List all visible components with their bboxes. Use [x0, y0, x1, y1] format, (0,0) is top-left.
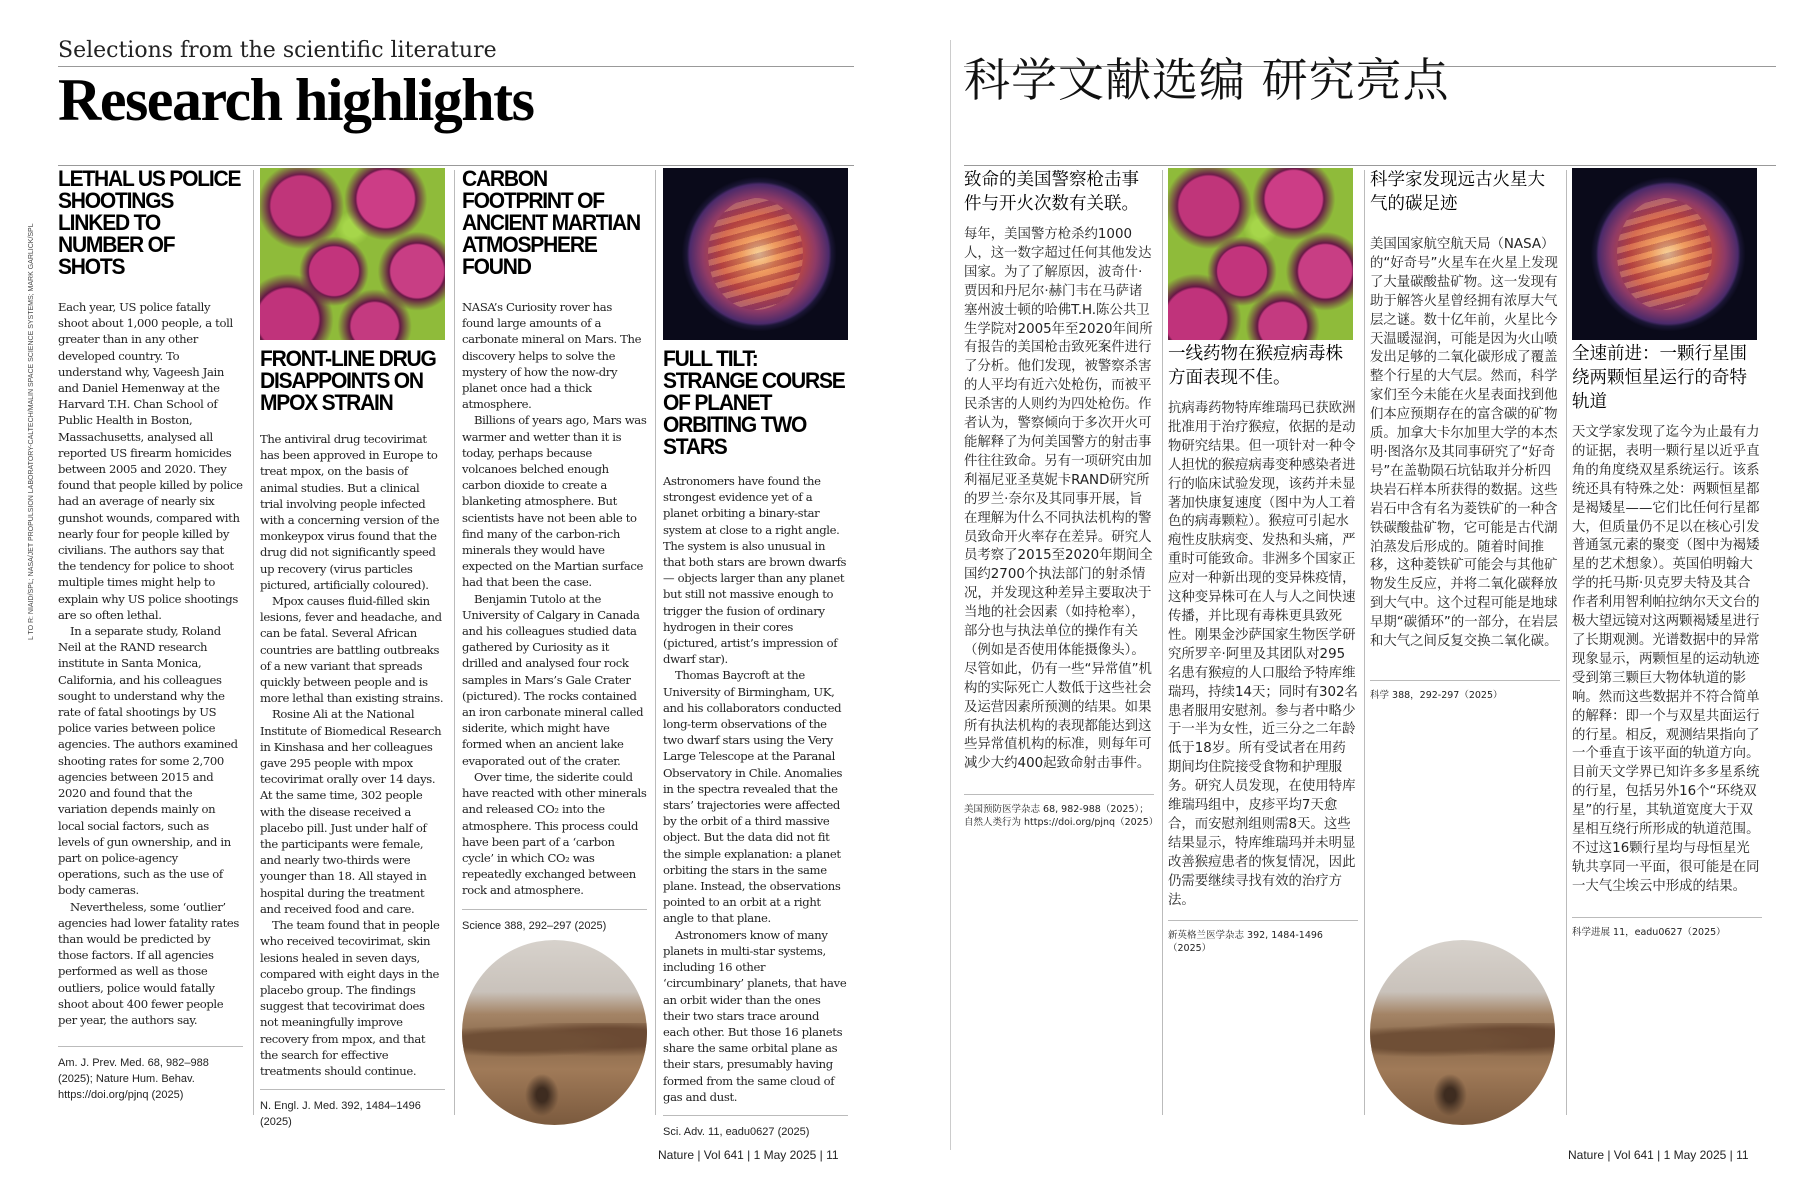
paragraph: Billions of years ago, Mars was warmer and wetter than it is today, perhaps because volcanoes belched enough carbon dioxide to create a blanketing atmosphere. But scientists have not been able to find many of the carbon-rich minerals they would have expected on the Martian surface had that been the case.	[462, 413, 647, 590]
article-reference: 新英格兰医学杂志 392, 1484-1496（2025）	[1168, 920, 1358, 955]
article-headline: FULL TILT: STRANGE COURSE OF PLANET ORBITING TWO STARS	[663, 346, 845, 460]
article-headline: 科学家发现远古火星大气的碳足迹	[1370, 170, 1545, 214]
paragraph: 美国国家航空航天局（NASA）的“好奇号”火星车在火星上发现了大量碳酸盐矿物。这一发现有助于解答火星曾经拥有浓厚大气层之谜。数十亿年前，火星比今天温暖湿润，可能是因为火山喷发出足够的二氧化碳形成了覆盖整个行星的大气层。然而，科学家们至今未能在火星表面找到他们本应预期存在的富含碳的矿物质。加拿大卡尔加里大学的本杰明·图洛尔及其同事研究了“好奇号”在盖勒陨石坑钻取并分析四块岩石样本所获得的数据。这些岩石中含有名为菱铁矿的一种含铁碳酸盐矿物，它可能是古代湖泊蒸发后形成的。随着时间推移，这种菱铁矿可能会与其他矿物发生反应，并将二氧化碳释放到大气中。这个过程可能是地球早期“碳循环”的一部分，在岩层和大气之间反复交换二氧化碳。	[1370, 237, 1558, 650]
article-reference: N. Engl. J. Med. 392, 1484–1496 (2025)	[260, 1089, 445, 1130]
column-divider	[1566, 170, 1567, 1115]
title-rule	[964, 165, 1776, 166]
brown-dwarf-image	[663, 168, 848, 340]
paragraph: Astronomers have found the strongest evidence yet of a planet orbiting a binary-star system at close to a right angle. The system is also unusual in that both stars are brown dwarfs — objects larger than any planet but still not massive enough to trigger the fusion of ordinary hydrogen in their cores (pictured, artist’s impression of dwarf star).	[663, 474, 847, 667]
article-body	[58, 299, 243, 1028]
article-headline: LETHAL US POLICE SHOOTINGS LINKED TO NUMBER OF SHOTS	[58, 166, 241, 280]
article-body	[1370, 236, 1560, 652]
article-planet	[663, 168, 848, 1140]
article-body	[663, 473, 848, 1105]
paragraph: Benjamin Tutolo at the University of Calgary in Canada and his colleagues studied data gathered by Curiosity as it drilled and analysed four rock samples in Mars’s Gale Crater (pictured). The rocks contained an iron carbonate mineral called siderite, which might have formed when an ancient lake evaporated out of the crater.	[462, 591, 644, 768]
article-mars	[462, 168, 647, 934]
paragraph: In a separate study, Roland Neil at the RAND research institute in Santa Monica, California, and his colleagues sought to understand why the rate of fatal shootings by US police varies between police agencies. The authors examined shooting rates for some 2,700 agencies between 2015 and 2020 and found that the variation depends mainly on local social factors, such as levels of gun ownership, and in part on police-agency operations, such as the use of body cameras.	[58, 624, 238, 898]
virus-particles-image	[1168, 168, 1353, 340]
article-mpox	[260, 168, 445, 1130]
article-reference: Am. J. Prev. Med. 68, 982–988 (2025); Nature Hum. Behav. https://doi.org/pjnq (2025)	[58, 1046, 243, 1103]
article-mpox-zh	[1168, 168, 1358, 955]
paragraph: Rosine Ali at the National Institute of Biomedical Research in Kinshasa and her colleagues gave 295 people with mpox tecovirimat orally over 14 days. At the same time, 302 people with the disease received a placebo pill. Just under half of the participants were female, and nearly two-thirds were younger than 18. All stayed in hospital during the treatment and received food and care.	[260, 707, 442, 916]
page-footer: Nature | Vol 641 | 1 May 2025 | 11	[658, 1148, 839, 1162]
paragraph: Astronomers know of many planets in multi-star systems, including 16 other ‘circumbinary’ planets, that have an orbit wider than the ones their two stars trace around each other. But those 16 planets share the same orbital plane as their stars, presumably having formed from the same cloud of gas and dust.	[663, 927, 847, 1104]
article-body	[1168, 400, 1358, 910]
article-reference: 科学 388，292-297（2025）	[1370, 680, 1560, 702]
page-title: 科学文献选编 研究亮点	[964, 53, 1450, 107]
brown-dwarf-image	[1572, 168, 1757, 340]
virus-particles-image	[260, 168, 445, 340]
column-divider	[1162, 170, 1163, 1115]
column-divider	[454, 170, 455, 1115]
page-footer: Nature | Vol 641 | 1 May 2025 | 11	[1568, 1148, 1749, 1162]
mars-crater-image	[462, 940, 647, 1125]
paragraph: Over time, the siderite could have reacted with other minerals and released CO₂ into the atmosphere. This process could have been part of a ‘carbon cycle’ in which CO₂ was repeatedly exchanged between rock and atmosphere.	[462, 769, 647, 898]
article-police	[58, 168, 243, 1103]
page-title: Research highlights	[58, 67, 534, 133]
article-reference: 美国预防医学杂志 68, 982-988（2025）；自然人类行为 https://doi.org/pjnq（2025）	[964, 794, 1154, 829]
article-headline: FRONT-LINE DRUG DISAPPOINTS ON MPOX STRAIN	[260, 346, 436, 416]
article-police-zh	[964, 168, 1159, 829]
paragraph: Nevertheless, some ‘outlier’ agencies had lower fatality rates than would be predicted by those factors. If all agencies performed as well as those outliers, police would fatally shoot about 400 fewer people per year, the authors say.	[58, 899, 240, 1027]
image-credit: L TO R: NIAID/SPL; NASA/JET PROPULSION LABORATORY-CALTECH/MALIN SPACE SCIENCE SYSTEMS; MARK GARLICK/SPL	[28, 223, 35, 640]
article-reference: Sci. Adv. 11, eadu0627 (2025)	[663, 1115, 848, 1140]
article-body	[462, 299, 647, 899]
paragraph: Mpox causes fluid-filled skin lesions, fever and headache, and can be fatal. Several African countries are battling outbreaks of a new variant that spreads quickly between people and is more lethal than existing strains.	[260, 594, 444, 706]
article-headline: CARBON FOOTPRINT OF ANCIENT MARTIAN ATMOSPHERE FOUND	[462, 166, 640, 280]
article-mars-zh	[1370, 168, 1560, 702]
article-reference: 科学进展 11，eadu0627（2025）	[1572, 917, 1762, 939]
paragraph: 抗病毒药物特库维瑞玛已获欧洲批准用于治疗猴痘，依据的是动物研究结果。但一项针对一种令人担忧的猴痘病毒变种感染者进行的临床试验发现，该药并未显著加快康复速度（图中为人工着色的病毒颗粒）。猴痘可引起水疱性皮肤病变、发热和头痛，严重时可能致命。非洲多个国家正应对一种新出现的变异株疫情，这种变异株可在人与人之间快速传播，并比现有毒株更具致死性。刚果金沙萨国家生物医学研究所罗辛·阿里及其团队对295名患有猴痘的人口服给予特库维瑞玛，持续14天；同时有302名患者服用安慰剂。参与者中略少于一半为女性，近三分之二年龄低于18岁。所有受试者在用药期间均住院接受食物和护理服务。研究人员发现，在使用特库维瑞玛组中，皮疹平均7天愈合，而安慰剂组则需8天。这些结果显示，特库维瑞玛并未明显改善猴痘患者的恢复情况，因此仍需要继续寻找有效的治疗方法。	[1168, 401, 1358, 908]
article-headline: 一线药物在猴痘病毒株方面表现不佳。	[1168, 344, 1343, 388]
article-headline: 致命的美国警察枪击事件与开火次数有关联。	[964, 170, 1139, 214]
paragraph: 天文学家发现了迄今为止最有力的证据，表明一颗行星以近乎直角的角度绕双星系统运行。该系统还具有特殊之处：两颗恒星都是褐矮星——它们比任何行星都大，但质量仍不足以在核心引发普通氢元素的聚变（图中为褐矮星的艺术想象）。英国伯明翰大学的托马斯·贝克罗夫特及其合作者利用智利帕拉纳尔天文台的极大望远镜对这两颗褐矮星进行了长期观测。光谱数据中的异常现象显示，两颗恒星的运动轨迹受到第三颗巨大物体轨道的影响。然而这些数据并不符合简单的解释：即一个与双星共面运行的行星。相反，观测结果指向了一个垂直于该平面的轨道方向。目前天文学界已知许多多星系统的行星，包括另外16个“环绕双星”的行星，其轨道宽度大于双星相互绕行所形成的轨道范围。不过这16颗行星均与母恒星光轨共享同一平面，很可能是在同一大气尘埃云中形成的结果。	[1572, 425, 1760, 894]
title-rule	[58, 165, 854, 166]
article-planet-zh	[1572, 168, 1762, 939]
article-body	[964, 226, 1154, 774]
column-divider	[253, 170, 254, 1115]
section-kicker: Selections from the scientific literature	[58, 38, 497, 63]
chinese-page	[940, 0, 1800, 1195]
column-divider	[655, 170, 656, 1115]
mars-crater-image	[1370, 940, 1555, 1125]
paragraph: The antiviral drug tecovirimat has been approved in Europe to treat mpox, on the basis of animal studies. But a clinical trial involving people infected with a concerning version of the monkeypox virus found that the drug did not significantly speed up recovery (virus particles pictured, artificially coloured).	[260, 432, 440, 592]
article-headline: 全速前进：一颗行星围绕两颗恒星运行的奇特轨道	[1572, 344, 1747, 412]
paragraph: Thomas Baycroft at the University of Birmingham, UK, and his collaborators conducted long-term observations of the two dwarf stars using the Very Large Telescope at the Paranal Observatory in Chile. Anomalies in the spectra revealed that the stars’ trajectories were affected by the orbit of a third massive object. But the data did not fit the simple explanation: a planet orbiting the stars in the same plane. Instead, the observations pointed to an orbit at a right angle to that plane.	[663, 668, 843, 926]
article-body	[260, 431, 445, 1079]
article-body	[1572, 424, 1762, 897]
paragraph: NASA’s Curiosity rover has found large amounts of a carbonate mineral on Mars. The discovery helps to solve the mystery of how the now-dry planet once had a thick atmosphere.	[462, 300, 642, 412]
paragraph: 每年，美国警方枪杀约1000人，这一数字超过任何其他发达国家。为了了解原因，波奇什·贾因和丹尼尔·赫门韦在马萨诸塞州波士顿的哈佛T.H.陈公共卫生学院对2005年至2020年间所有报告的美国枪击致死案件进行了分析。他们发现，被警察杀害的人平均有近六处枪伤，而被平民杀害的人则约为四处枪伤。作者认为，警察倾向于多次开火可能解释了为何美国警方的射击事件往往致命。另有一项研究由加利福尼亚圣莫妮卡RAND研究所的罗兰·奈尔及其同事开展，旨在理解为什么不同执法机构的警员致命开火率存在差异。研究人员考察了2015至2020年期间全国约2700个执法部门的射杀情况，并发现这种差异主要取决于当地的社会因素（如持枪率），部分也与执法单位的操作有关（例如是否使用体能摄像头）。尽管如此，仍有一些“异常值”机构的实际死亡人数低于这些社会及运营因素所预测的结果。如果所有执法机构的表现都能达到这些异常值机构的标准，则每年可减少大约400起致命射击事件。	[964, 227, 1153, 772]
paragraph: Each year, US police fatally shoot about 1,000 people, a toll greater than in any other developed country. To understand why, Vageesh Jain and Daniel Hemenway at the Harvard T.H. Chan School of Public Health in Boston, Massachusetts, analysed all reported US firearm homicides between 2005 and 2020. They found that people killed by police had an average of nearly six gunshot wounds, compared with nearly four for people killed by civilians. The authors say that the tendency for police to shoot multiple times might help to explain why US police shootings are so often lethal.	[58, 300, 243, 622]
paragraph: The team found that in people who received tecovirimat, skin lesions healed in seven days, compared with eight days in the placebo group. The findings suggest that tecovirimat does not meaningfully improve recovery from mpox, and that the search for effective treatments should continue.	[260, 918, 440, 1078]
article-reference: Science 388, 292–297 (2025)	[462, 909, 647, 934]
column-divider	[1364, 170, 1365, 1115]
